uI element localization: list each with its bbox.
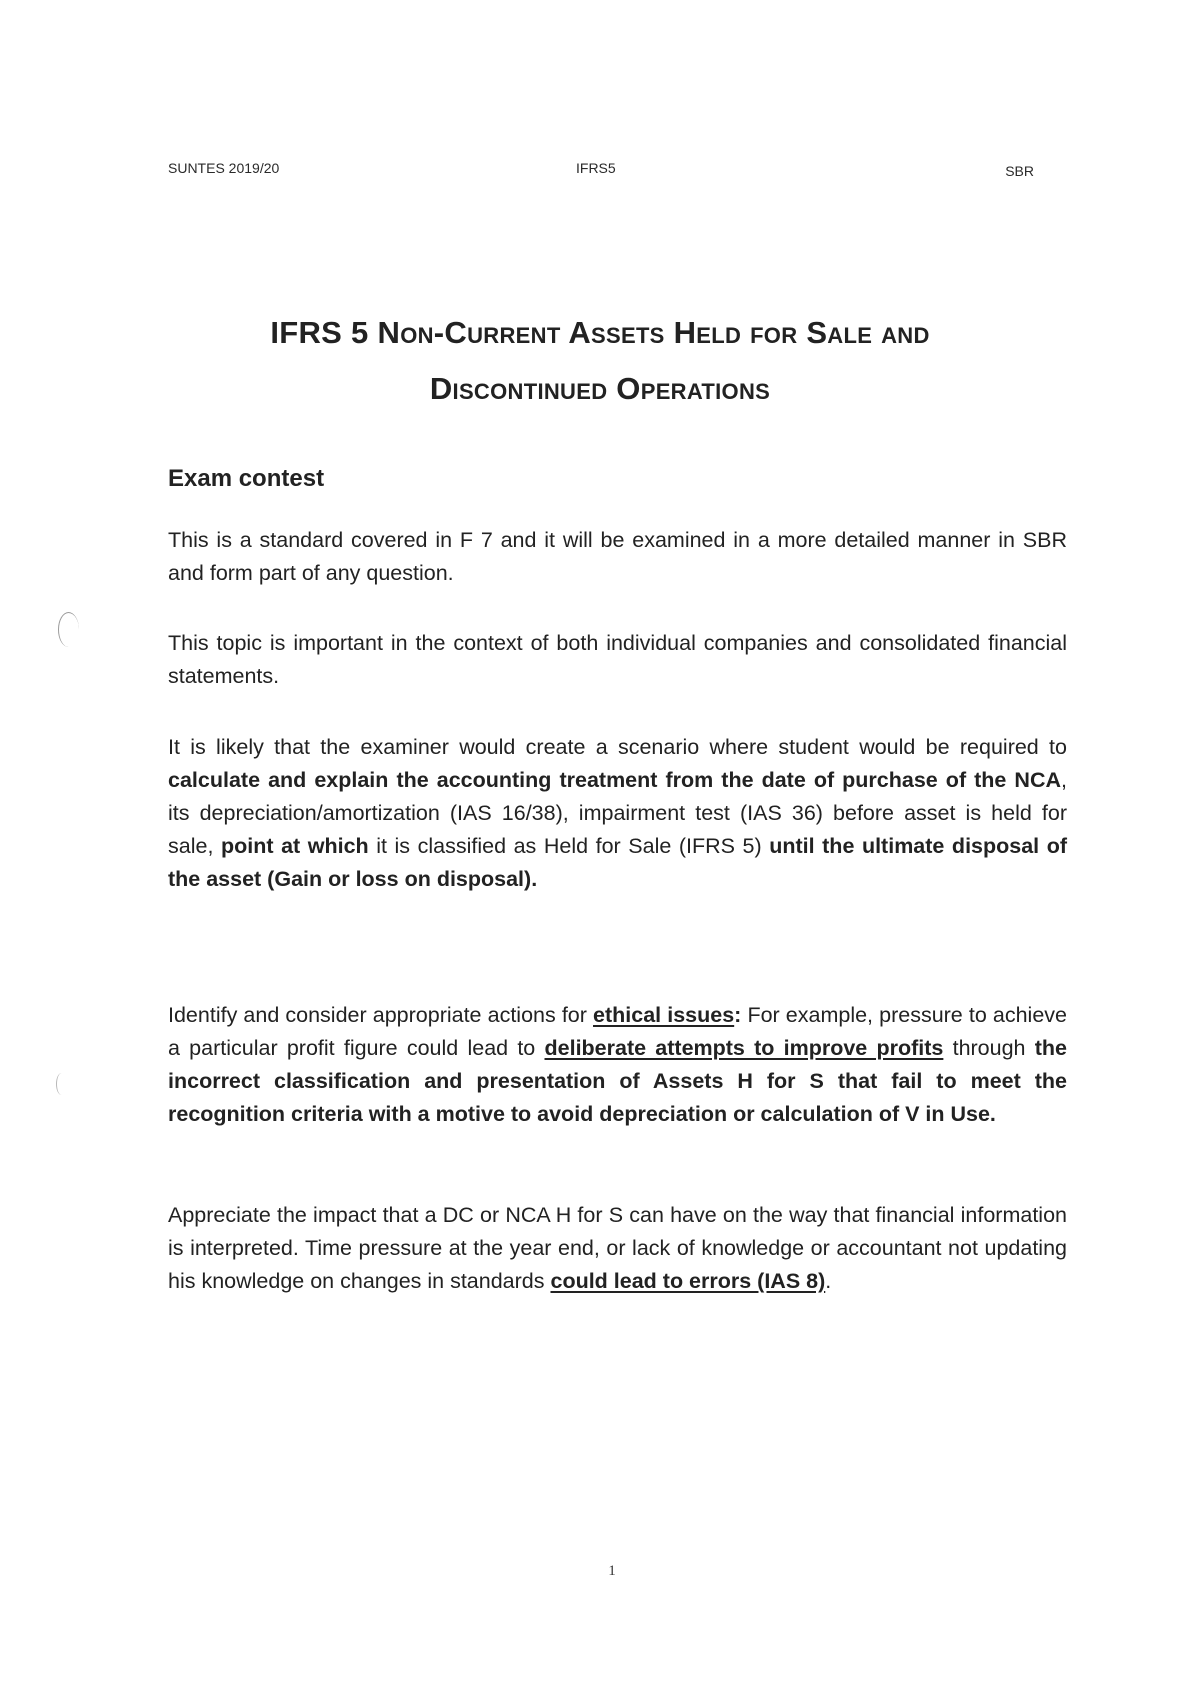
scan-artifact-mark [58, 612, 79, 647]
paragraph-5: Appreciate the impact that a DC or NCA H for S can have on the way that financial information is interpreted. Time pressure at the year end, or lack of knowledge or accountant not updating his knowledge on changes in standards could lead to errors (IAS 8). [168, 1203, 1067, 1293]
paragraph-2: This topic is important in the context of both individual companies and consolidated financial statements. [168, 631, 1067, 688]
emphasis-text: the incorrect classification and presentation of Assets H for S that fail to meet the recognition criteria with a motive to avoid depreciation or calculation of V in Use. [168, 1036, 1067, 1126]
page-number: 1 [608, 1563, 616, 1579]
title-line-1: IFRS 5 Non-Current Assets Held for Sale and [270, 315, 930, 350]
underlined-emphasis: ethical issues [593, 1003, 735, 1027]
document-title [150, 305, 1050, 417]
header-course-code: SUNTES 2019/20 [168, 160, 280, 176]
emphasis-text: point at which [220, 834, 369, 858]
scan-artifact-mark [56, 1073, 67, 1095]
emphasis-text: until the ultimate disposal of the asset (Gain or loss on disposal). [168, 834, 1067, 891]
underlined-emphasis: deliberate attempts to improve profits [544, 1036, 944, 1060]
paragraph-3: It is likely that the examiner would create a scenario where student would be required to calculate and explain the accounting treatment from the date of purchase of the NCA, its depreciation/amortization (IAS 16/38), impairment test (IAS 36) before asset is held for sale, point at which it is classified as Held for Sale (IFRS 5) until the ultimate disposal of the asset (Gain or loss on disposal). [168, 735, 1067, 891]
paragraph-1: This is a standard covered in F 7 and it will be examined in a more detailed manner in SBR and form part of any question. [168, 528, 1067, 585]
underlined-emphasis: could lead to errors (IAS 8) [550, 1269, 826, 1293]
title-line-2: Discontinued Operations [429, 371, 771, 406]
header-topic: IFRS5 [576, 160, 616, 176]
page-header [168, 160, 1034, 184]
paragraph-4: Identify and consider appropriate actions for ethical issues: For example, pressure to achieve a particular profit figure could lead to deliberate attempts to improve profits through the incorrect classification and presentation of Assets H for S that fail to meet the recognition criteria with a motive to avoid depreciation or calculation of V in Use. [168, 1003, 1067, 1126]
header-paper: SBR [1005, 163, 1034, 179]
section-heading: Exam contest [168, 465, 325, 492]
emphasis-text: calculate and explain the accounting treatment from the date of purchase of the NCA [168, 768, 1062, 792]
